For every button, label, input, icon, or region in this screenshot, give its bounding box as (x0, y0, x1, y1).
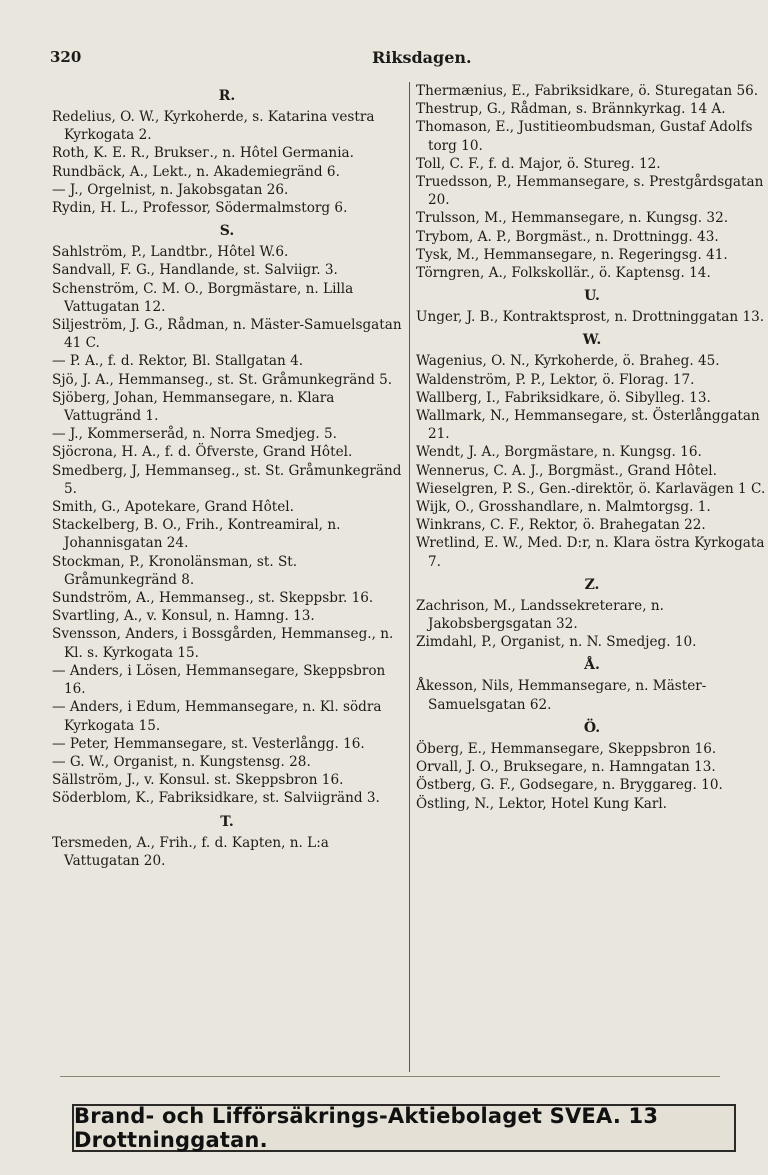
directory-entry: Sjöberg, Johan, Hemmansegare, n. Klara Vattugränd 1. (52, 389, 335, 425)
directory-entry: Smith, G., Apotekare, Grand Hôtel. (52, 499, 294, 516)
page-header (0, 48, 768, 74)
directory-entry: Wagenius, O. N., Kyrkoherde, ö. Braheg. 45. (416, 353, 720, 370)
directory-entry: Sandvall, F. G., Handlande, st. Salviigr. 3. (52, 262, 338, 279)
directory-entry: Thermænius, E., Fabriksidkare, ö. Sturegatan 56. (416, 83, 759, 99)
directory-entry: Wretlind, E. W., Med. D:r, n. Klara östra Kyrkogata 7. (416, 535, 765, 570)
directory-entry: Redelius, O. W., Kyrkoherde, s. Katarina vestra Kyrkogata 2. (52, 109, 375, 144)
directory-entry: Zachrison, M., Landssekreterare, n. Jakobsbergsgatan 32. (416, 597, 664, 633)
directory-entry: Tersmeden, A., Frih., f. d. Kapten, n. L:a Vattugatan 20. (52, 834, 329, 869)
directory-entry: Östberg, G. F., Godsegare, n. Bryggareg. 10. (416, 777, 723, 794)
directory-entry: Svartling, A., v. Konsul, n. Hamng. 13. (52, 608, 315, 625)
section-letter: T. (220, 813, 234, 830)
right-column (416, 82, 768, 1072)
section-letter: W. (582, 332, 602, 349)
directory-entry: Sjö, J. A., Hemmanseg., st. St. Gråmunkegränd 5. (52, 371, 393, 388)
directory-entry: Svensson, Anders, i Bossgården, Hemmanseg., n. Kl. s. Kyrkogata 15. (52, 626, 394, 661)
directory-entry: Unger, J. B., Kontraktsprost, n. Drottninggatan 13. (416, 309, 765, 326)
directory-entry: Öberg, E., Hemmansegare, Skeppsbron 16. (416, 740, 717, 757)
directory-entry: Wieselgren, P. S., Gen.-direktör, ö. Karlavägen 1 C. (416, 480, 766, 497)
section-letter: Å. (584, 657, 600, 674)
directory-entry: — J., Kommerseråd, n. Norra Smedjeg. 5. (52, 426, 337, 443)
directory-entry: Siljeström, J. G., Rådman, n. Mäster-Samuelsgatan 41 C. (52, 317, 402, 352)
directory-entry: Sjöcrona, H. A., f. d. Öfverste, Grand Hôtel. (52, 444, 353, 461)
directory-entry: Wendt, J. A., Borgmästare, n. Kungsg. 16. (416, 444, 702, 461)
directory-entry: — Peter, Hemmansegare, st. Vesterlångg. 16. (52, 735, 365, 752)
directory-entry: Stockman, P., Kronolänsman, st. St. Gråmunkegränd 8. (52, 553, 298, 588)
section-letter: R. (218, 88, 236, 104)
directory-entry: Trulsson, M., Hemmansegare, n. Kungsg. 32. (416, 210, 729, 227)
directory-entry: Trybom, A. P., Borgmäst., n. Drottningg. 43. (416, 228, 719, 245)
directory-entry: Thestrup, G., Rådman, s. Brännkyrkag. 14 A. (416, 101, 726, 118)
directory-entry: — Anders, i Lösen, Hemmansegare, Skeppsbron 16. (52, 662, 386, 698)
directory-entry: Winkrans, C. F., Rektor, ö. Brahegatan 22. (416, 517, 706, 534)
directory-entry: Orvall, J. O., Bruksegare, n. Hamngatan 13. (416, 759, 716, 776)
section-letter: S. (219, 223, 235, 240)
directory-entry: Sällström, J., v. Konsul. st. Skeppsbron 16. (52, 772, 344, 789)
directory-entry: Åkesson, Nils, Hemmansegare, n. Mäster-Samuelsgatan 62. (416, 678, 707, 713)
directory-entry: Rundbäck, A., Lekt., n. Akademiegränd 6. (52, 163, 340, 180)
section-letter: U. (584, 288, 600, 305)
directory-entry: Waldenström, P. P., Lektor, ö. Florag. 17. (416, 371, 695, 388)
directory-entry: Rydin, H. L., Professor, Södermalmstorg 6. (52, 200, 348, 217)
page-number: 320 (50, 48, 82, 66)
directory-entry: Wijk, O., Grosshandlare, n. Malmtorgsg. 1. (416, 499, 711, 516)
directory-entry: Söderblom, K., Fabriksidkare, st. Salviigränd 3. (52, 790, 380, 807)
directory-entry: Wallberg, I., Fabriksidkare, ö. Sibylleg. 13. (416, 389, 711, 406)
directory-entry: Smedberg, J, Hemmanseg., st. St. Gråmunkegränd 5. (52, 462, 402, 497)
directory-entry: Sahlström, P., Landtbr., Hôtel W.6. (52, 244, 289, 261)
directory-entry: Tysk, M., Hemmansegare, n. Regeringsg. 41. (416, 246, 728, 263)
advertisement-banner: Brand- och Lifförsäkrings-Aktiebolaget SVEA. 13 Drottninggatan. (72, 1104, 736, 1152)
directory-entry: Sundström, A., Hemmanseg., st. Skeppsbr. 16. (52, 590, 374, 607)
directory-entry: — Anders, i Edum, Hemmansegare, n. Kl. södra Kyrkogata 15. (52, 699, 382, 734)
directory-entry: Thomason, E., Justitieombudsman, Gustaf Adolfs torg 10. (416, 119, 753, 154)
left-column (52, 82, 402, 1072)
directory-entry: Törngren, A., Folkskollär., ö. Kaptensg. 14. (416, 265, 711, 282)
footer-divider (60, 1076, 720, 1077)
directory-entry: — J., Orgelnist, n. Jakobsgatan 26. (52, 181, 289, 198)
directory-entry: Östling, N., Lektor, Hotel Kung Karl. (416, 795, 667, 812)
directory-entry: — G. W., Organist, n. Kungstensg. 28. (52, 753, 311, 770)
running-title: Riksdagen. (372, 48, 472, 67)
directory-entry: Roth, K. E. R., Bruksег., n. Hôtel Germania. (52, 145, 354, 162)
directory-entry: Stackelberg, B. O., Frih., Kontreamiral, n. Johannisgatan 24. (52, 517, 341, 552)
section-letter: Z. (584, 576, 600, 593)
directory-entry: Truedsson, P., Hemmansegare, s. Prestgårdsgatan 20. (416, 174, 764, 209)
directory-entry: Wallmark, N., Hemmansegare, st. Österlånggatan 21. (416, 408, 760, 443)
directory-entry: Zimdahl, P., Organist, n. N. Smedjeg. 10. (416, 634, 697, 651)
directory-entry: Wennerus, C. A. J., Borgmäst., Grand Hôtel. (416, 462, 717, 479)
directory-entry: Schenström, C. M. O., Borgmästare, n. Lilla Vattugatan 12. (52, 280, 354, 315)
directory-entry: — P. A., f. d. Rektor, Bl. Stallgatan 4. (52, 353, 304, 370)
section-letter: Ö. (583, 719, 601, 736)
column-divider (409, 82, 410, 1072)
directory-entry: Toll, C. F., f. d. Major, ö. Stureg. 12. (416, 155, 661, 172)
